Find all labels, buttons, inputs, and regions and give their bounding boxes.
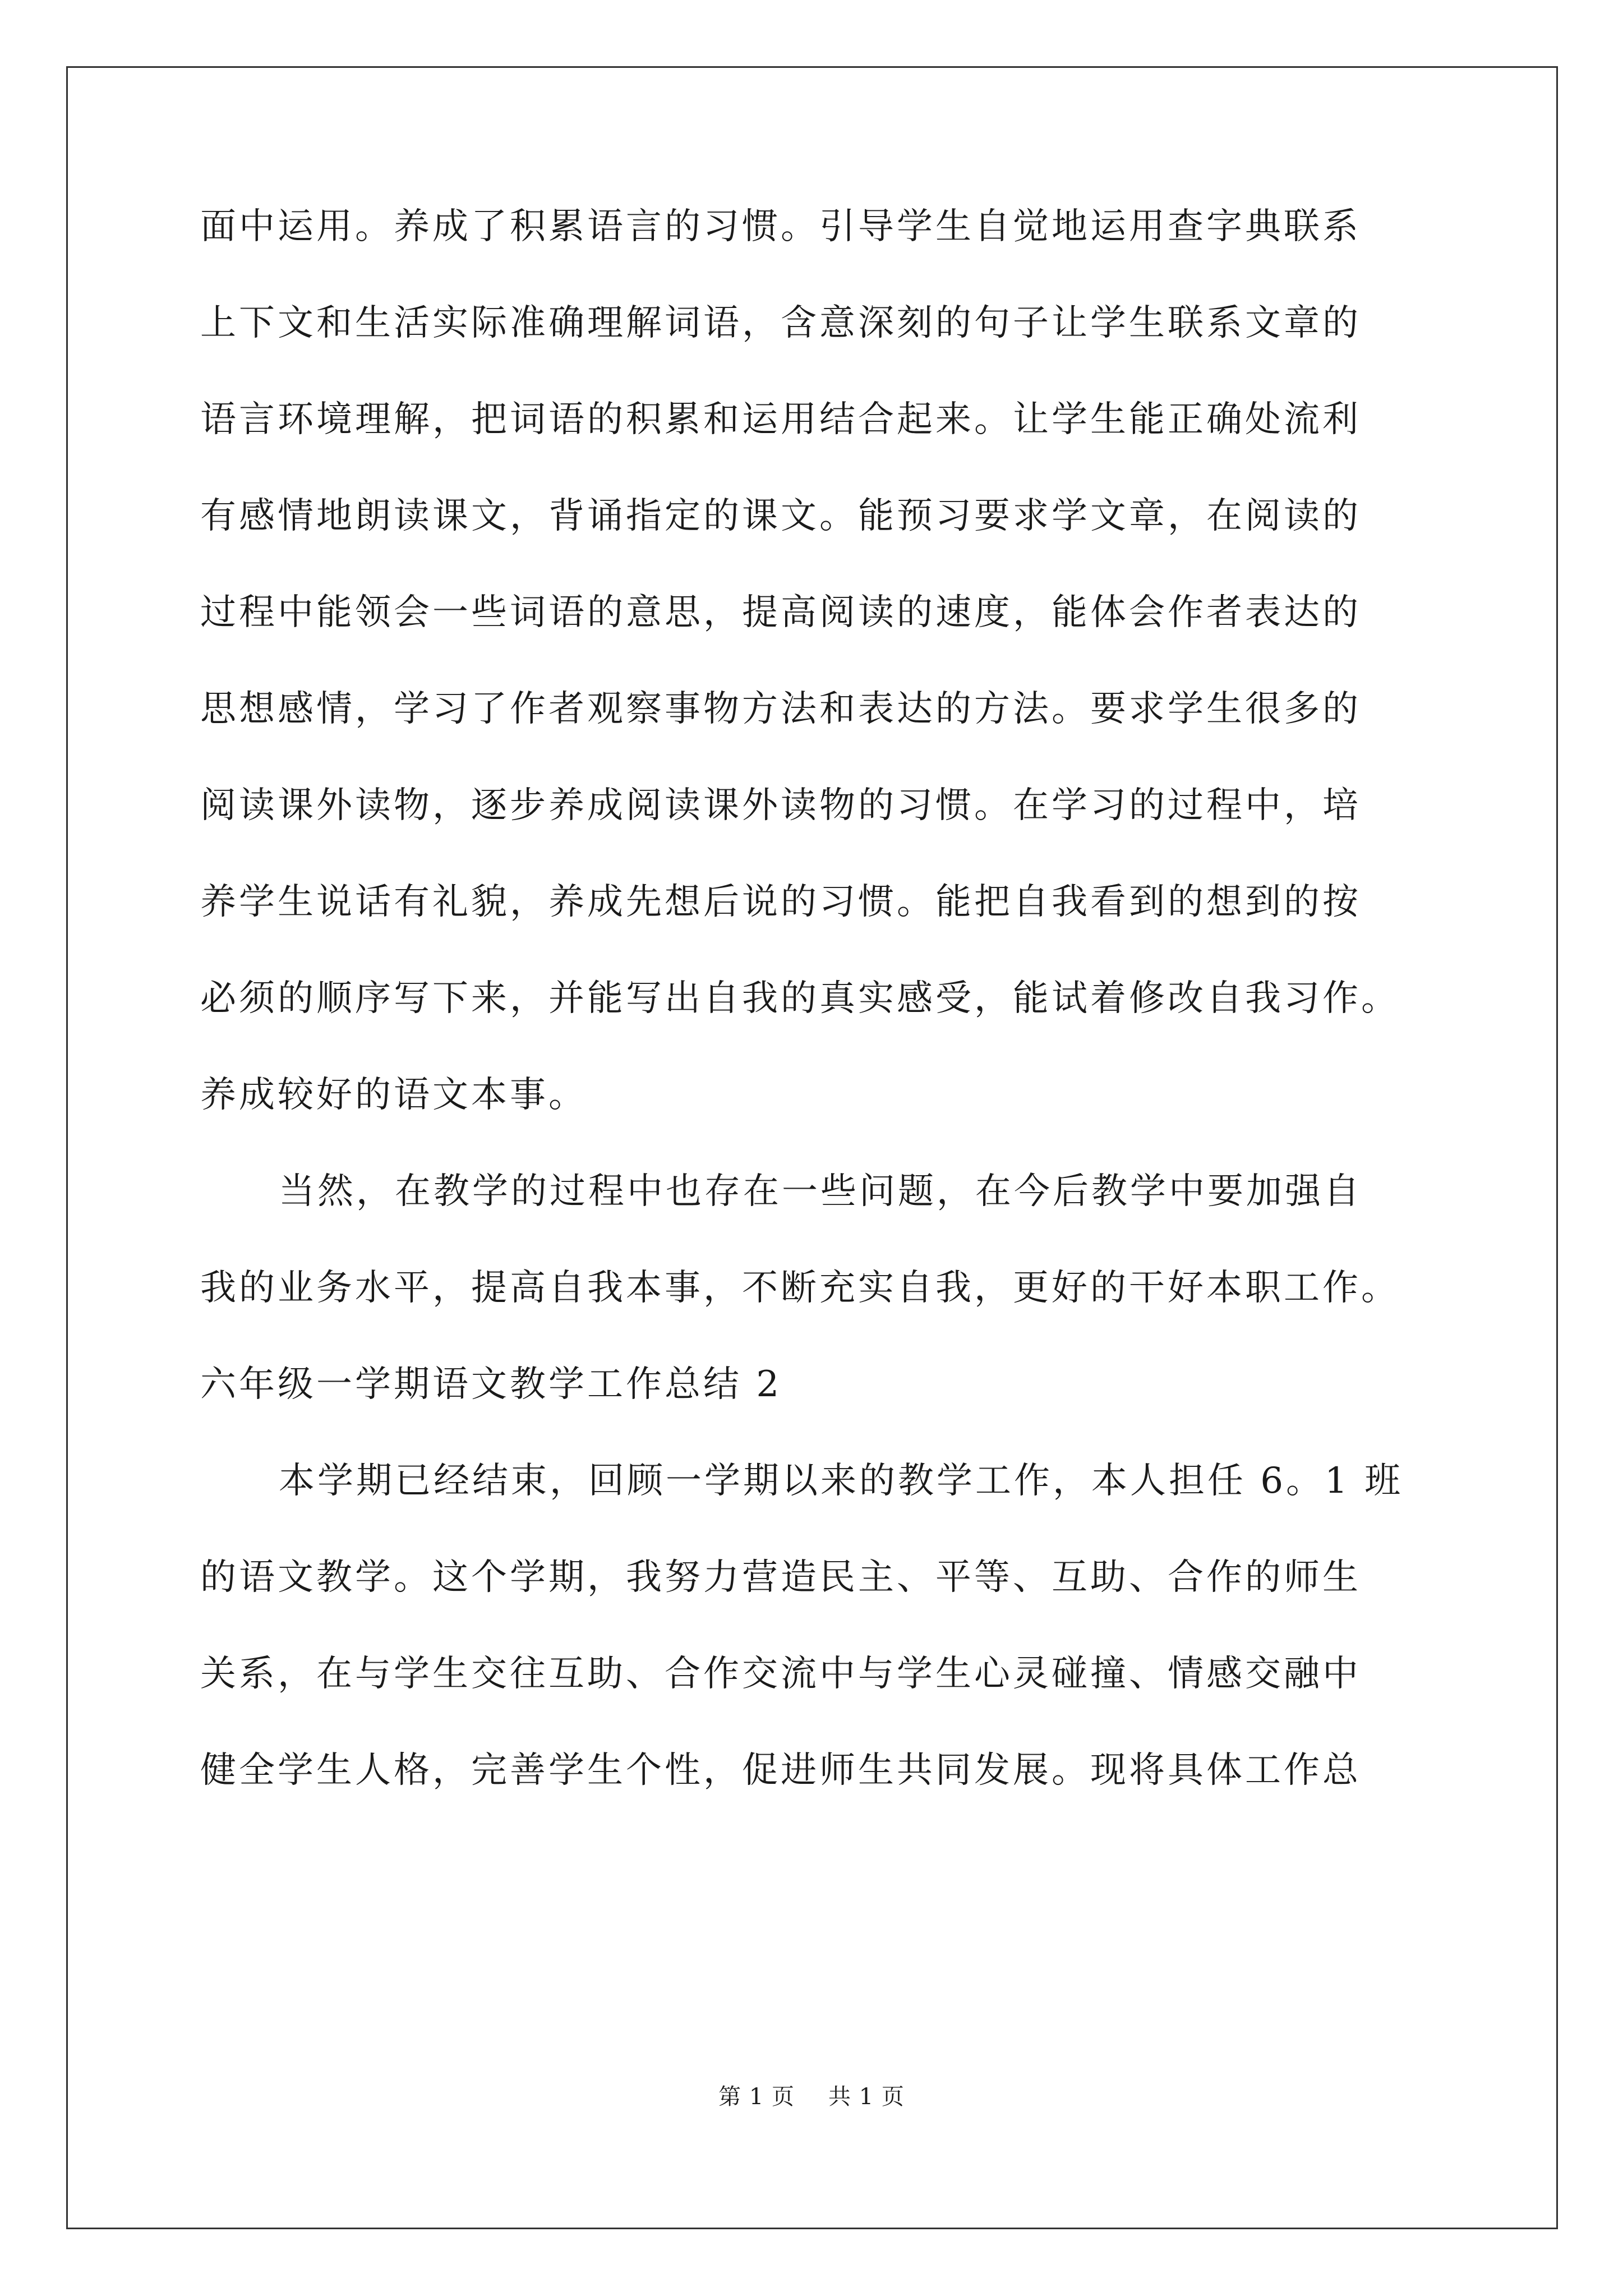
page-footer xyxy=(0,2086,1623,2108)
page-total: 共 1 页 xyxy=(828,2084,905,2110)
text-line: 阅读课外读物，逐步养成阅读课外读物的习惯。在学习的过程中，培 xyxy=(200,785,1361,826)
text-line: 养成较好的语文本事。 xyxy=(200,1074,587,1116)
text-line: 必须的顺序写下来，并能写出自我的真实感受，能试着修改自我习作。 xyxy=(200,978,1400,1019)
document-body xyxy=(200,206,1434,1849)
text-line: 健全学生人格，完善学生个性，促进师生共同发展。现将具体工作总 xyxy=(200,1750,1361,1791)
page-number: 第 1 页 xyxy=(718,2084,795,2110)
text-line: 语言环境理解，把词语的积累和运用结合起来。让学生能正确处流利 xyxy=(200,399,1361,440)
section-heading: 六年级一学期语文教学工作总结 2 xyxy=(200,1364,782,1405)
text-line: 的语文教学。这个学期，我努力营造民主、平等、互助、合作的师生 xyxy=(200,1557,1361,1598)
text-line: 我的业务水平，提高自我本事，不断充实自我，更好的干好本职工作。 xyxy=(200,1267,1400,1309)
text-line: 有感情地朗读课文，背诵指定的课文。能预习要求学文章，在阅读的 xyxy=(200,495,1361,537)
paragraph-start-line: 本学期已经结束，回顾一学期以来的教学工作，本人担任 6。1 班 xyxy=(279,1460,1404,1502)
text-line: 思想感情，学习了作者观察事物方法和表达的方法。要求学生很多的 xyxy=(200,688,1361,730)
text-line: 养学生说话有礼貌，养成先想后说的习惯。能把自我看到的想到的按 xyxy=(200,881,1361,923)
text-line: 过程中能领会一些词语的意思，提高阅读的速度，能体会作者表达的 xyxy=(200,592,1361,633)
text-line: 关系，在与学生交往互助、合作交流中与学生心灵碰撞、情感交融中 xyxy=(200,1653,1361,1695)
paragraph-start-line: 当然，在教学的过程中也存在一些问题，在今后教学中要加强自 xyxy=(279,1171,1362,1212)
text-line: 上下文和生活实际准确理解词语，含意深刻的句子让学生联系文章的 xyxy=(200,302,1361,344)
text-line: 面中运用。养成了积累语言的习惯。引导学生自觉地运用查字典联系 xyxy=(200,206,1361,247)
